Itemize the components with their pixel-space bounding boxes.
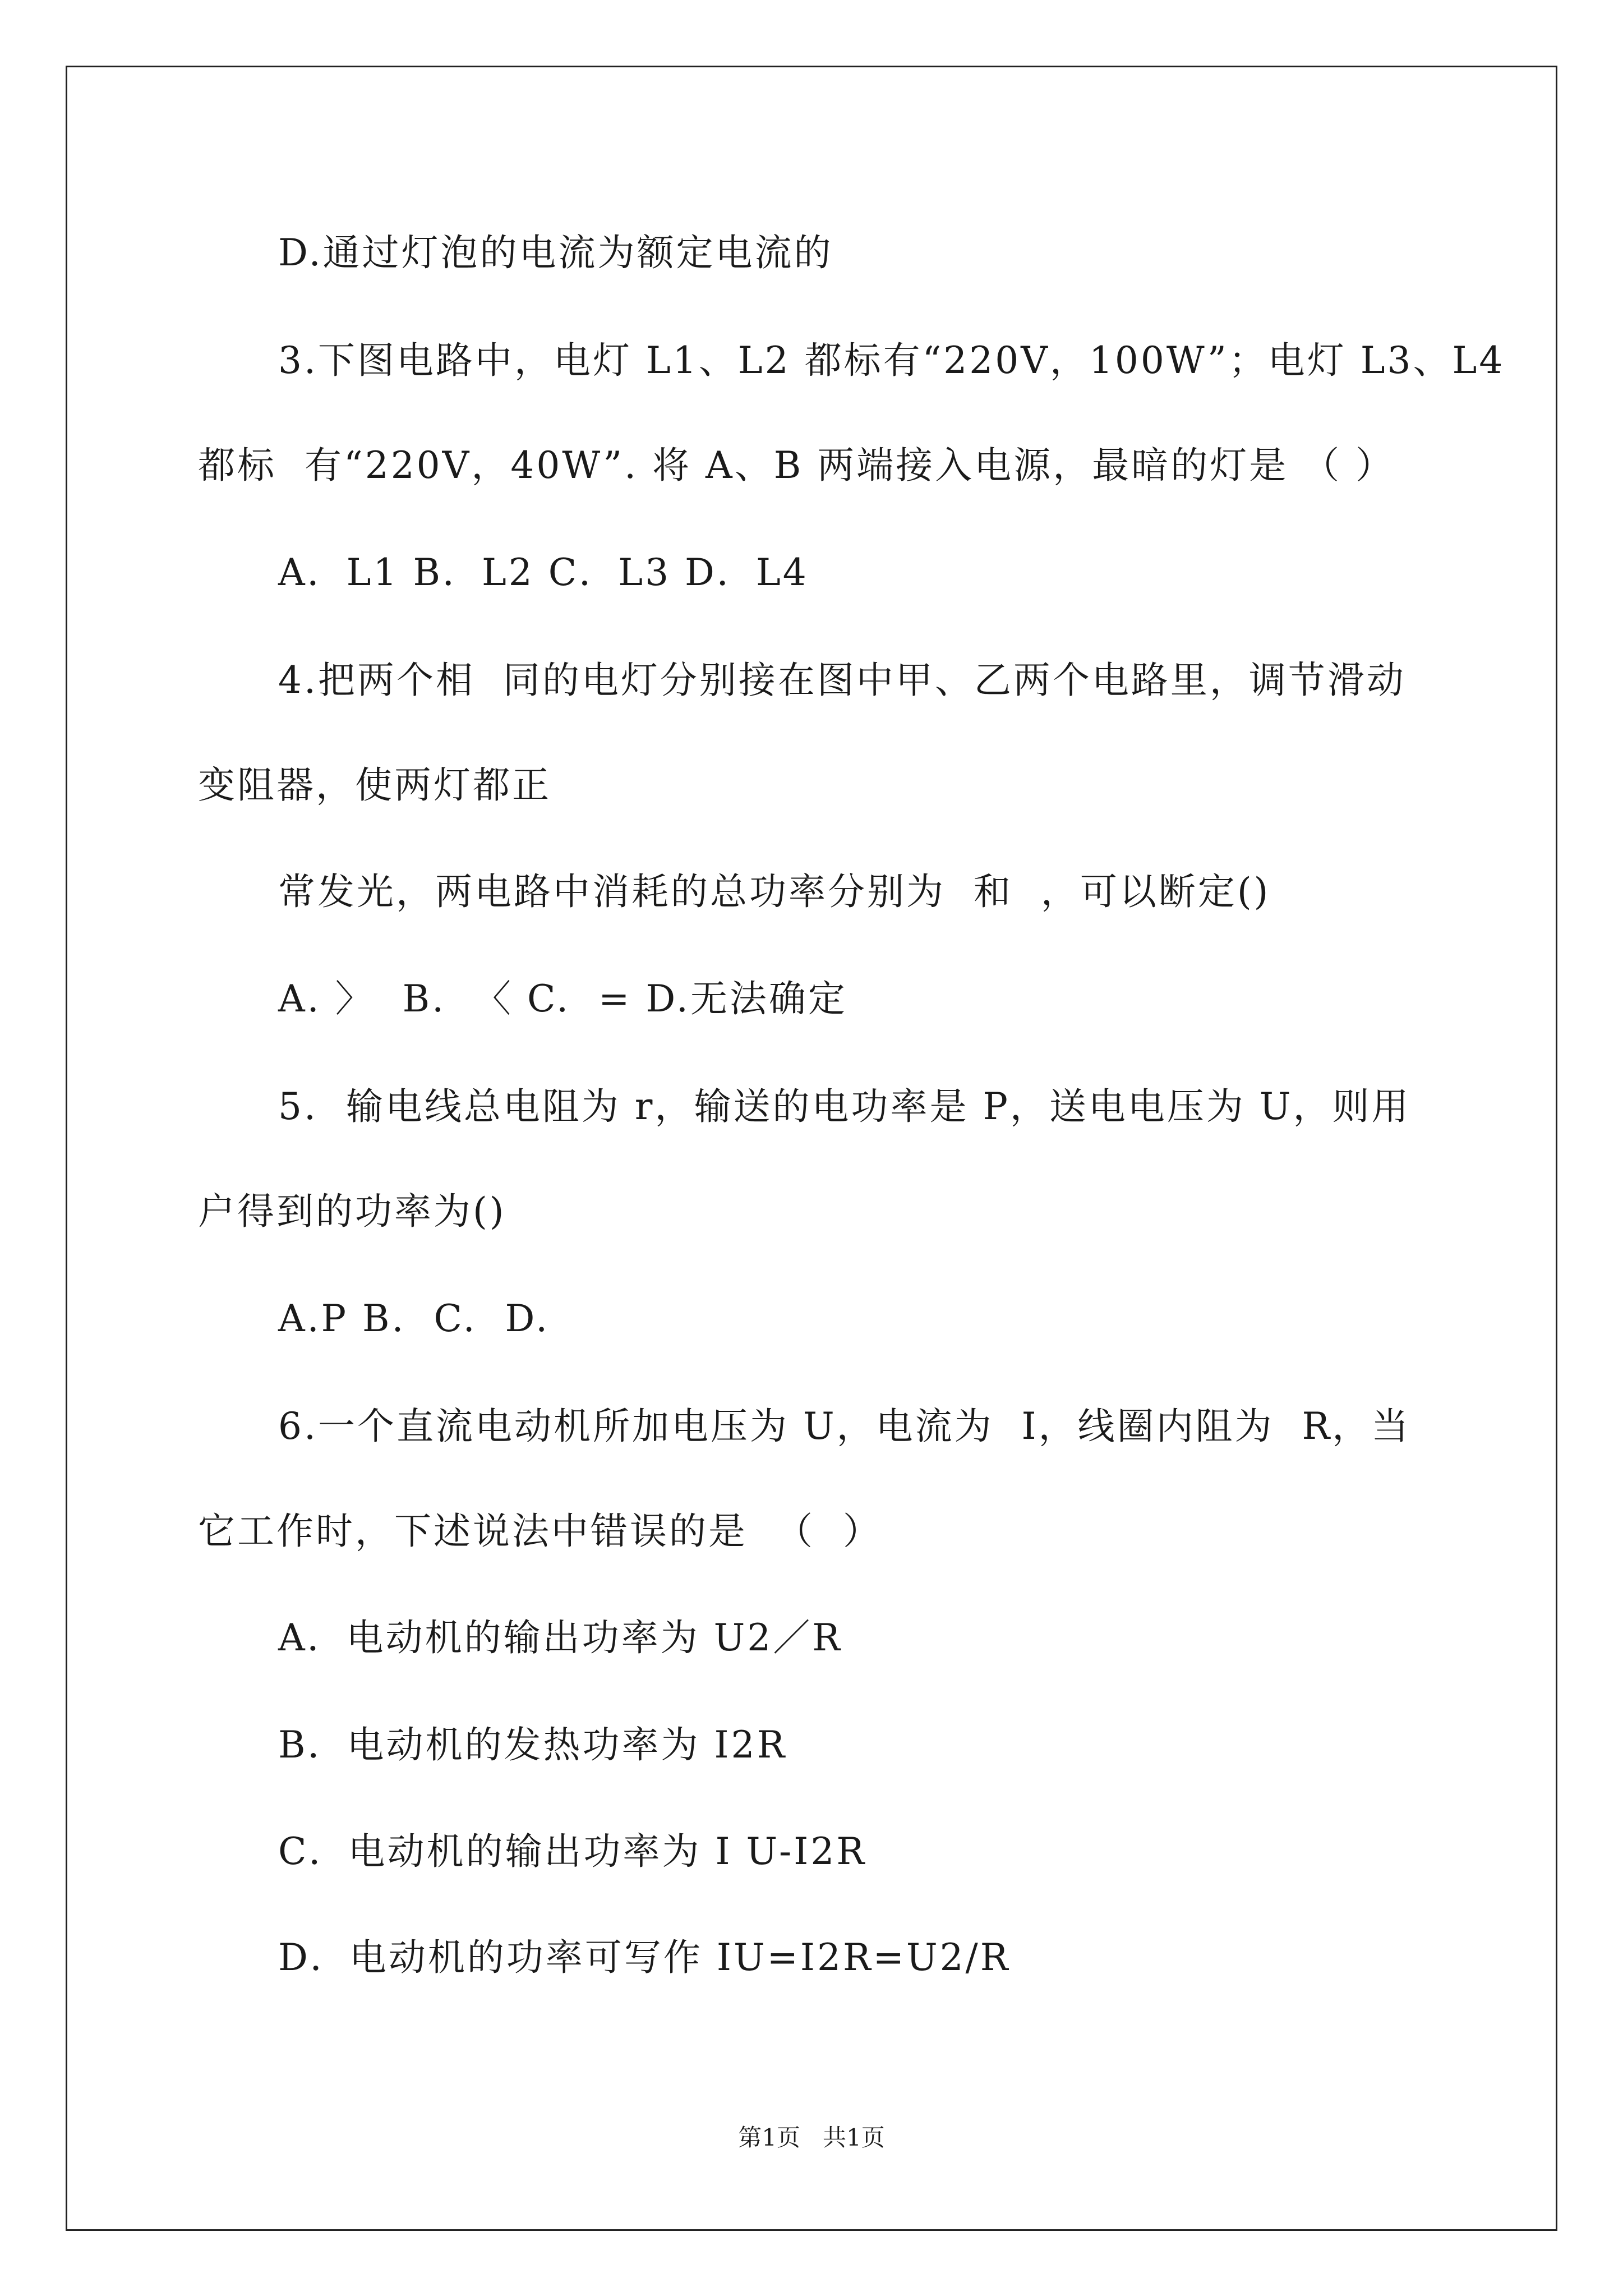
question-5-options: A.P B. C. D. [278, 1297, 550, 1340]
question-5-line-1: 5. 输电线总电阻为 r，输送的电功率是 P，送电电压为 U，则用 [278, 1085, 1411, 1128]
question-6-option-d: D．电动机的功率可写作 IU=I2R=U2/R [278, 1936, 1011, 1979]
question-4-line-3: 常发光，两电路中消耗的总功率分别为 和 ，可以断定() [278, 870, 1271, 913]
page-footer: 第1页 共1页 [738, 2124, 885, 2151]
question-6-line-1: 6.一个直流电动机所加电压为 U，电流为 I，线圈内阻为 R，当 [278, 1405, 1411, 1448]
page-border [66, 66, 1557, 2231]
question-3-line-1: 3.下图电路中，电灯 L1、L2 都标有“220V，100W”；电灯 L3、L4 [278, 339, 1505, 382]
question-6-line-2: 它工作时，下述说法中错误的是 （ ） [198, 1510, 882, 1553]
question-6-option-b: B．电动机的发热功率为 I2R [278, 1723, 787, 1766]
question-3-options: A．L1 B．L2 C．L3 D．L4 [278, 551, 809, 594]
text-line-d-option: D.通过灯泡的电流为额定电流的 [278, 231, 833, 274]
question-6-option-a: A．电动机的输出功率为 U2／R [278, 1616, 842, 1659]
question-3-line-2: 都标 有“220V，40W”. 将 A、B 两端接入电源，最暗的灯是 （ ） [198, 444, 1395, 487]
question-4-line-1: 4.把两个相 同的电灯分别接在图中甲、乙两个电路里，调节滑动 [278, 659, 1406, 702]
question-4-line-2: 变阻器，使两灯都正 [198, 763, 551, 807]
question-5-line-2: 户得到的功率为() [198, 1190, 506, 1233]
question-4-options: A. 〉 B. 〈 C. = D.无法确定 [278, 977, 847, 1020]
question-6-option-c: C．电动机的输出功率为 I U-I2R [278, 1830, 867, 1873]
